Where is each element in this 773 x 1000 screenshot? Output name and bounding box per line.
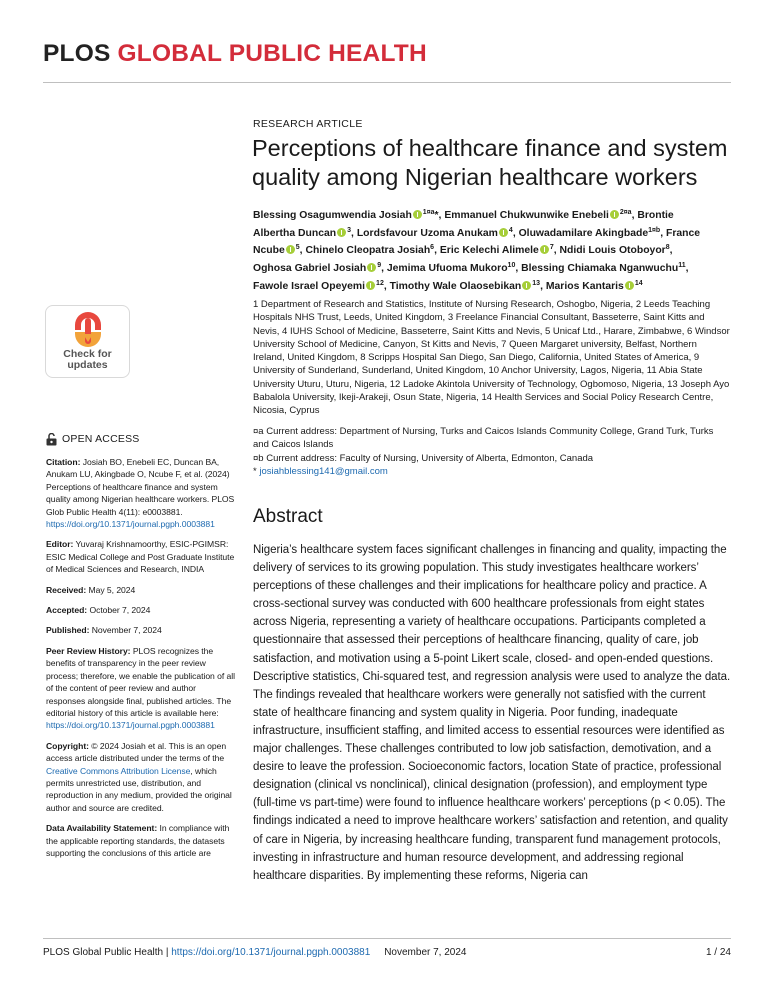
author (387, 263, 515, 274)
citation-doi-link[interactable]: https://doi.org/10.1371/journal.pgph.0003881 (46, 519, 215, 530)
published-date: Published: November 7, 2024 (46, 625, 162, 636)
author-affiliation-marker: 6 (430, 244, 435, 252)
author-affiliation-marker: 10 (507, 262, 516, 270)
author-affiliation-marker: 7 (549, 244, 554, 252)
author-name: Emmanuel Chukwunwike Enebeli (444, 210, 609, 221)
copyright-block: Copyright: © 2024 Josiah et al. This is an open access article distributed under the terms of the Creative Commons Attribution License, which permits unrestricted use, distribution, and reproduction in any medium, provided the original author and source are credited. (46, 740, 232, 813)
orcid-icon[interactable] (337, 228, 346, 237)
check-for-updates-badge[interactable] (45, 305, 130, 378)
corresponding-author-marker: * (434, 210, 439, 221)
author-affiliation-marker: 5 (295, 244, 300, 252)
peer-review-link[interactable]: https://doi.org/10.1371/journal.pgph.0003881 (46, 720, 215, 731)
data-availability-block: Data Availability Statement: In compliance with the applicable reporting standards, the datasets supporting the conclusions of this article are (46, 823, 230, 858)
author-affiliation-marker: 3 (347, 226, 352, 234)
abstract-text: Nigeria’s healthcare system faces significant challenges in financing and quality, impacting the delivery of services to its growing population. This study investigates healthcare workers’ perceptions of these challenges and their implications for healthcare policy and practice. A cross-sectional survey was conducted with 600 healthcare professionals from eight states across Nigeria, representing a variety of healthcare occupations. Participants completed a questionnaire that assessed their perceptions of healthcare financing, quality of care, job satisfaction, and motivation using a 5-point Likert scale, closed- and open-ended questions. Descriptive statistics, Chi-squared test, and regression analysis were used to analyze the data. The findings revealed that healthcare workers were generally not satisfied with the current state of healthcare financing and system quality in Nigeria. Poor funding, inadequate infrastructure, insufficient staffing, and limited access to essential resources were identified as major challenges. These challenges contributed to low job satisfaction, demotivation, and a desire to leave the profession. Socioeconomic factors, location State of practice, professional designation (clinical vs nonclinical), clinical designation (profession), and employment type (full-time vs part-time) were found to influence healthcare workers’ perceptions (p < 0.05). The findings indicated a need to improve healthcare workers’ satisfaction and retention, and quality of care in Nigeria, by increasing healthcare funding, transparent fund management protocols, investing in infrastructure and human resource development, and addressing regional healthcare disparities. By implementing these reforms, Nigeria can (253, 544, 731, 882)
orcid-icon[interactable] (625, 281, 634, 290)
orcid-icon[interactable] (610, 210, 619, 219)
author-name: Fawole Israel Opeyemi (253, 280, 366, 292)
orcid-icon[interactable] (540, 245, 549, 254)
accepted-date: Accepted: October 7, 2024 (46, 605, 151, 616)
email-link[interactable]: josiahblessing141@gmail.com (259, 465, 388, 477)
article-type: RESEARCH ARTICLE (253, 118, 363, 130)
page-number: 1 / 24 (705, 947, 731, 958)
author-name: Oghosa Gabriel Josiah (253, 263, 367, 275)
author-name: France Ncube (253, 227, 701, 257)
journal-header (43, 40, 427, 68)
author-affiliation-marker: 1¤a (422, 209, 435, 216)
author-name: Brontie Albertha Duncan (253, 210, 674, 239)
author-affiliation-marker: 2¤a (619, 209, 632, 216)
check-updates-icon (73, 310, 103, 348)
abstract-heading: Abstract (253, 506, 323, 527)
orcid-icon[interactable] (286, 245, 295, 254)
author-name: Timothy Wale Olaosebikan (389, 280, 522, 292)
author (546, 281, 643, 292)
author-affiliation-marker: 13 (532, 279, 541, 287)
author-affiliation-marker: 1¤b (648, 226, 661, 234)
article-metadata-sidebar (46, 433, 236, 867)
author-affiliation-marker: 9 (377, 262, 382, 270)
orcid-icon[interactable] (367, 263, 376, 272)
author (253, 281, 384, 292)
author-notes (253, 425, 731, 478)
author-affiliation-marker: 4 (508, 226, 513, 234)
author-affiliation-marker: 14 (634, 279, 643, 287)
article-title: Perceptions of healthcare finance and system quality among Nigerian healthcare workers (252, 135, 728, 190)
author-name: Ndidi Louis Otoboyor (559, 245, 666, 257)
orcid-icon[interactable] (413, 210, 422, 219)
footer-date: November 7, 2024 (384, 947, 467, 958)
author (560, 245, 670, 256)
orcid-icon[interactable] (522, 281, 531, 290)
citation-block: Citation: Josiah BO, Enebeli EC, Duncan BA, Anukam LU, Akingbade O, Ncube F, et al. (2024) Perceptions of healthcare finance and system quality among Nigerian healthcare workers. PLOS Glob Public Health 4(11): e0003881. https://doi.org/10.1371/journal.pgph.0003881 (46, 457, 235, 530)
author-name: Lordsfavour Uzoma Anukam (356, 227, 498, 239)
journal-prefix: PLOS (43, 40, 111, 67)
orcid-icon[interactable] (366, 281, 375, 290)
license-link[interactable]: Creative Commons Attribution License (46, 765, 191, 776)
author-name: Chinelo Cleopatra Josiah (305, 245, 431, 257)
author (253, 210, 439, 221)
author-affiliation-marker: 8 (665, 244, 670, 252)
current-address-a: ¤a Current address: Department of Nursing, Turks and Caicos Islands Community College, Grand Turk, Turks and Caicos Islands (253, 426, 714, 451)
author (440, 245, 554, 256)
peer-review-block: Peer Review History: PLOS recognizes the benefits of transparency in the peer review process; therefore, we enable the publication of all of the content of peer review and author responses alongside final, published articles. The editorial history of this article is available here: https://doi.org/10.1371/journal.pgph.0003881 (46, 645, 235, 731)
received-date: Received: May 5, 2024 (46, 584, 136, 595)
author (357, 228, 513, 239)
author-name: Blessing Chiamaka Nganwuchu (521, 263, 679, 275)
author-name: Marios Kantaris (545, 280, 624, 292)
footer-divider (43, 938, 731, 939)
orcid-icon[interactable] (499, 228, 508, 237)
affiliations: 1 Department of Research and Statistics, Institute of Nursing Research, Oshogbo, Nigeria, 2 Leeds Teaching Hospitals NHS Trust, Leeds, United Kingdom, 3 Freelance Financial Consultant, Basseterre, Saint Kitts and Nevis, 4 IUHS School of Medicine, Basseterre, Saint Kitts and Nevis, 5 Unicaf Ltd., Harare, Zimbabwe, 6 Windsor University School of Medicine, Canyon, St Kitts and Nevis, 7 Queen Margaret university, Belfast, Northern Ireland, United Kingdom, 8 Scripps Hospital San Diego, San Diego, California, United States of America, 9 University of Sunderland, Sunderland, United Kingdom, 10 Anchor University, Lagos, Nigeria, 11 Abia State University Uturu, Uturu, Nigeria, 12 Ladoke Akintola University of Technology, Ogbomoso, Nigeria, 13 Joseph Ayo Babalola University, Ikeji-Arakeji, Osun State, Nigeria, 14 Health Services and Social Policy Research Centre, Nicosia, Cyprus (253, 299, 730, 417)
corresponding-email: * josiahblessing141@gmail.com (253, 465, 388, 477)
open-access-label: OPEN ACCESS (46, 433, 236, 446)
footer-journal: PLOS Global Public Health | (43, 947, 169, 958)
author-name: Blessing Osagumwendia Josiah (253, 210, 412, 221)
header-divider (43, 82, 731, 83)
badge-label: Check for updates (63, 348, 112, 371)
author (305, 245, 434, 256)
author-name: Oluwadamilare Akingbade (518, 227, 649, 239)
footer-doi-link[interactable]: https://doi.org/10.1371/journal.pgph.0003881 (171, 947, 371, 958)
author (444, 210, 631, 221)
author (519, 228, 661, 239)
open-lock-icon (46, 433, 57, 446)
current-address-b: ¤b Current address: Faculty of Nursing, University of Alberta, Edmonton, Canada (253, 452, 594, 464)
editor-block: Editor: Yuvaraj Krishnamoorthy, ESIC-PGIMSR: ESIC Medical College and Post Graduate Institute of Medical Sciences and Research, INDIA (46, 539, 235, 575)
author-name: Eric Kelechi Alimele (439, 245, 539, 257)
page-footer (43, 947, 731, 958)
author-name: Jemima Ufuoma Mukoro (386, 263, 508, 275)
author-list: Blessing Osagumwendia Josiah $^{1¤a}$*, Emmanuel Chukwunwike Enebeli $^{2¤a}$, Brontie Albertha Duncan $^3$, Lordsfavour Uzoma Anukam $^4$, Oluwadamilare Akingbade$^{1¤b}$, France Ncube $^5$, Chinelo Cleopatra Josiah$^6$, Eric Kelechi Alimele $^7$, Ndidi Louis Otoboyor$^8$, Oghosa Gabriel Josiah $^9$, Jemima Ufuoma Mukoro$^{10}$, Blessing Chiamaka Nganwuchu$^{11}$, Fawole Israel Opeyemi $^{12}$, Timothy Wale Olaosebikan $^{13}$, Marios Kantaris $^{14}$ (253, 209, 701, 292)
journal-name: GLOBAL PUBLIC HEALTH (117, 40, 427, 67)
author (390, 281, 540, 292)
author-affiliation-marker: 11 (678, 262, 686, 270)
author-affiliation-marker: 12 (376, 279, 384, 287)
author (521, 263, 685, 274)
author (253, 263, 381, 274)
